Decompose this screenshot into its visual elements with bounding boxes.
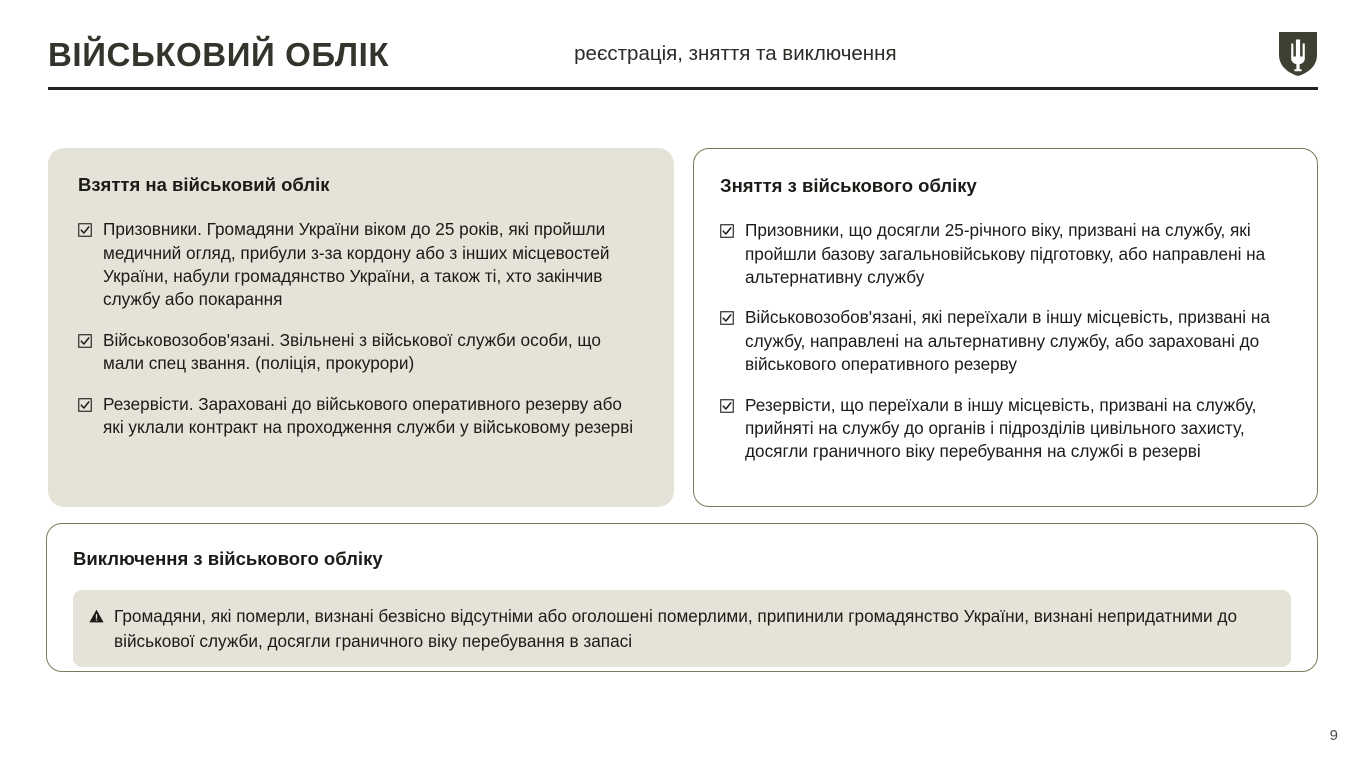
list-item bbox=[720, 219, 1291, 289]
warning-triangle-icon bbox=[89, 609, 104, 623]
list-item bbox=[78, 329, 644, 376]
page-subtitle: реєстрація, зняття та виключення bbox=[574, 41, 897, 65]
list-item-text: Резервісти, що переїхали в іншу місцевість, призвані на службу, прийняті на службу до органів і підрозділів цивільного захисту, досягли граничного віку перебування на службі в резерві bbox=[745, 394, 1257, 462]
list-item-text: Резервісти. Зараховані до військового оперативного резерву або які уклали контракт на проходження служби у військовому резерві bbox=[103, 393, 634, 437]
checkbox-checked-icon bbox=[720, 224, 734, 238]
list-item-text: Призовники, що досягли 25-річного віку, призвані на службу, які пройшли базову загальновійськову підготовку, або направлені на альтернативну службу bbox=[745, 220, 1266, 287]
checkbox-checked-icon bbox=[78, 223, 92, 237]
card-intake-military-registration bbox=[48, 148, 674, 507]
list-item bbox=[720, 394, 1291, 464]
ukrainian-armed-forces-shield-trident-emblem-icon bbox=[1278, 31, 1318, 77]
exclusion-note-text: Громадяни, які померли, визнані безвісно відсутніми або оголошені померлими, припинили громадянство України, визнані непридатними до військової служби, досягли граничного віку перебування в запасі bbox=[114, 606, 1238, 651]
card-removal-bullet-list bbox=[720, 219, 1291, 464]
exclusion-note-box bbox=[73, 590, 1291, 667]
checkbox-checked-icon bbox=[78, 398, 92, 412]
checkbox-checked-icon bbox=[720, 399, 734, 413]
checkbox-checked-icon bbox=[720, 311, 734, 325]
slide-header bbox=[48, 26, 1318, 90]
card-exclusion-from-military-registration bbox=[46, 523, 1318, 672]
card-intake-bullet-list bbox=[78, 218, 644, 439]
list-item bbox=[78, 218, 644, 312]
header-row bbox=[48, 26, 1318, 82]
page-title: ВІЙСЬКОВИЙ ОБЛІК bbox=[48, 35, 390, 73]
page-number: 9 bbox=[1329, 727, 1338, 744]
card-intake-title: Взяття на військовий облік bbox=[78, 174, 330, 195]
card-exclusion-title: Виключення з військового обліку bbox=[73, 548, 383, 569]
list-item bbox=[78, 393, 644, 440]
list-item bbox=[720, 306, 1291, 376]
header-divider-rule bbox=[48, 87, 1318, 90]
card-removal-title: Зняття з військового обліку bbox=[720, 175, 977, 196]
list-item-text: Військовозобов'язані. Звільнені з військової служби особи, що мали спец звання. (поліція, прокурори) bbox=[103, 329, 601, 374]
list-item-text: Призовники. Громадяни України віком до 25 років, які пройшли медичний огляд, прибули з-за кордону або з інших місцевостей України, набули громадянство України, а також ті, хто закінчив службу або покарання bbox=[103, 219, 610, 310]
checkbox-checked-icon bbox=[78, 334, 92, 348]
list-item-text: Військовозобов'язані, які переїхали в іншу місцевість, призвані на службу, направлені на альтернативну службу, або зараховані до військового оперативного резерву bbox=[745, 307, 1270, 375]
card-removal-from-military-registration bbox=[693, 148, 1318, 507]
